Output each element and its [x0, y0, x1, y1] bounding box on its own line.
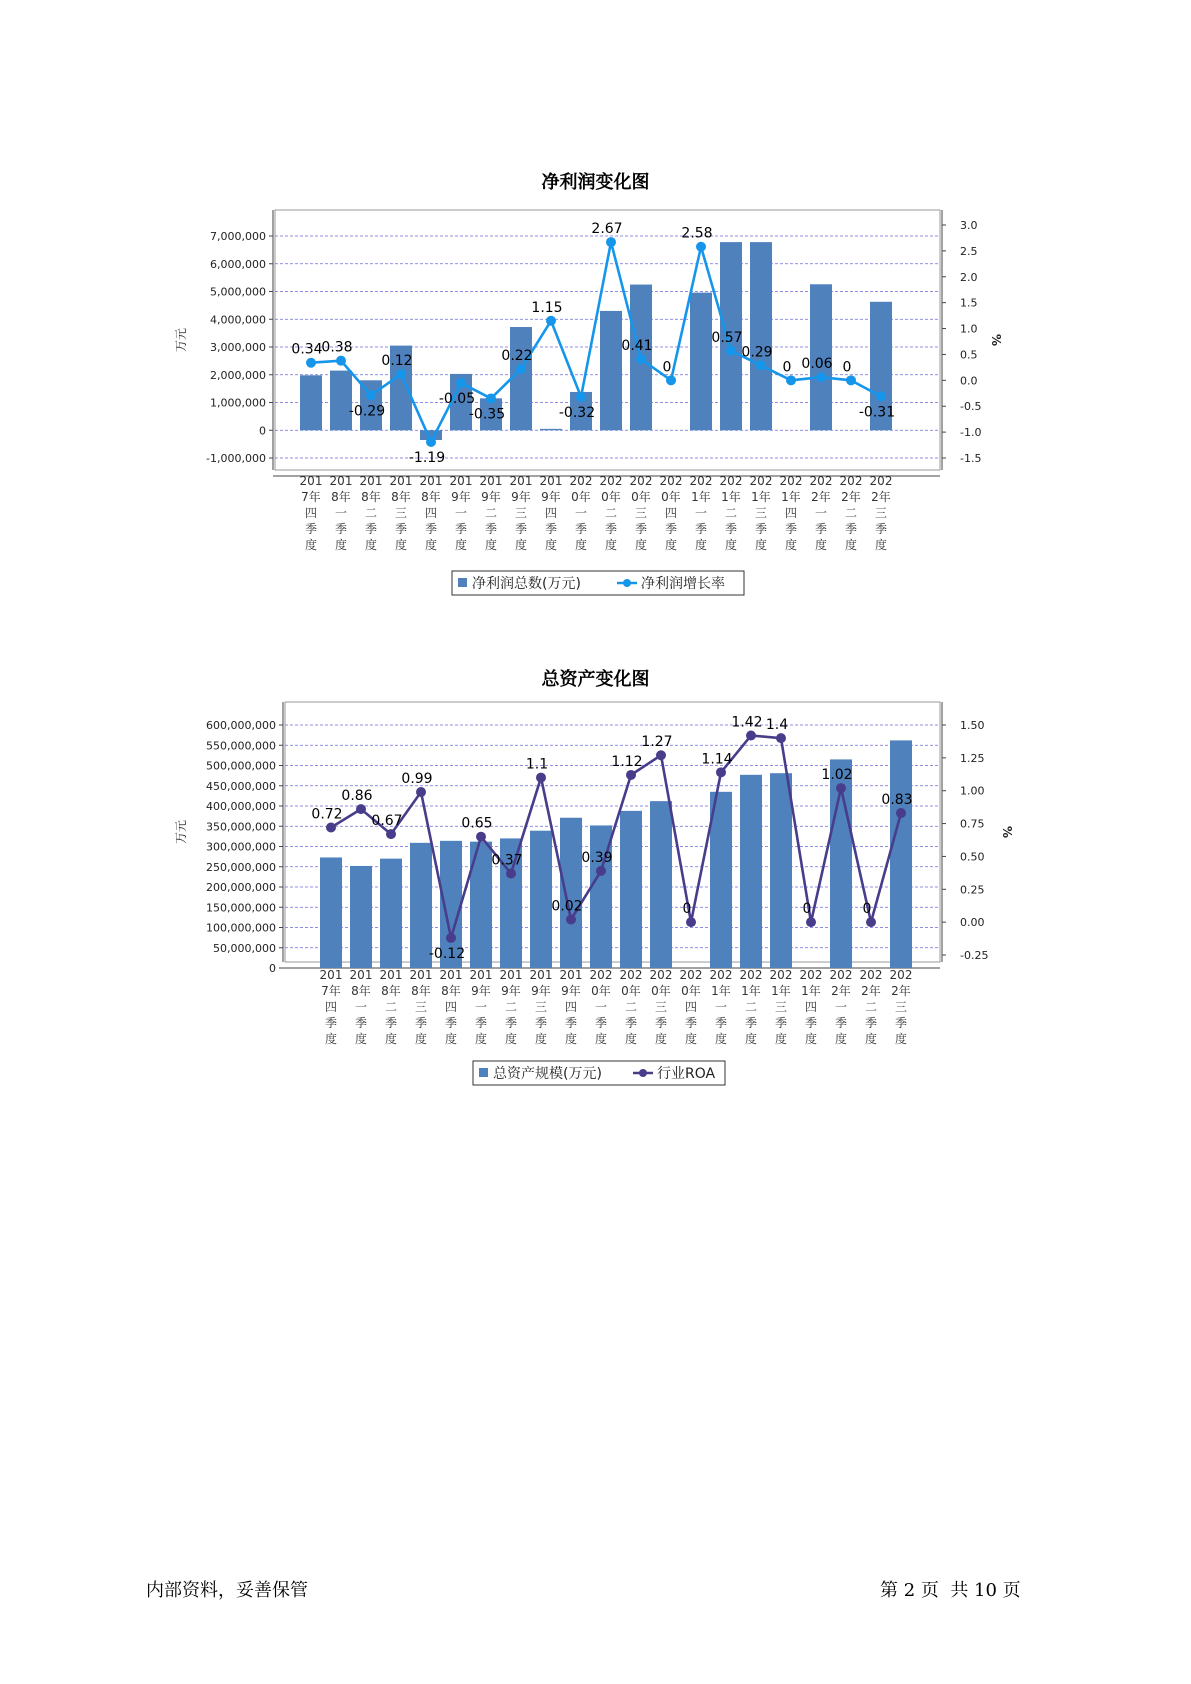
data-label: -0.12: [428, 945, 466, 962]
footer-confidential-note: 内部资料，妥善保管: [146, 1580, 308, 1601]
data-label: 0.29: [741, 344, 773, 361]
line-point: [896, 808, 906, 818]
bar: [350, 866, 372, 968]
chart-title: 总资产变化图: [541, 669, 650, 690]
y2-tick-label: 2.0: [960, 270, 978, 284]
line-point: [606, 237, 616, 247]
y2-tick-label: 2.5: [960, 244, 978, 258]
data-label: 0: [862, 901, 872, 918]
y2-tick-label: 1.25: [960, 751, 985, 765]
legend-bar-swatch: [458, 578, 467, 587]
x-tick-label: 201 9年一季度: [469, 968, 493, 1046]
data-label: 0.02: [551, 898, 583, 915]
x-tick-label: 202 2年一季度: [809, 474, 833, 552]
x-tick-label: 201 9年四季度: [539, 474, 563, 552]
bar: [690, 293, 712, 431]
x-tick-label: 201 9年三季度: [509, 474, 533, 552]
bar: [890, 740, 912, 968]
footer-page-number: 第 2 页 共 10 页: [880, 1580, 1021, 1601]
x-tick-label: 201 7年四季度: [299, 474, 323, 552]
line-point: [876, 391, 886, 401]
y-tick-label: 4,000,000: [210, 313, 266, 327]
data-label: -0.05: [438, 390, 476, 407]
y-axis-title: 万元: [174, 327, 188, 353]
data-label: 1.14: [701, 751, 733, 768]
legend-line-marker: [623, 579, 631, 587]
bar: [740, 775, 762, 968]
x-tick-label: 202 2年二季度: [839, 474, 863, 552]
line-point: [566, 915, 576, 925]
data-label: 0.83: [881, 792, 913, 809]
y2-tick-label: -0.25: [960, 949, 989, 962]
y-tick-label: 0: [269, 962, 276, 975]
x-tick-label: 201 8年三季度: [409, 968, 433, 1046]
y-tick-label: 50,000,000: [213, 941, 276, 955]
x-tick-label: 202 2年三季度: [889, 968, 913, 1046]
x-tick-label: 201 9年二季度: [479, 474, 503, 552]
bar: [330, 371, 352, 431]
bar: [300, 375, 322, 430]
y-tick-label: 250,000,000: [206, 860, 276, 874]
data-label: 0.86: [341, 788, 373, 805]
data-label: 0.65: [461, 815, 493, 832]
y-tick-label: 200,000,000: [206, 881, 276, 894]
x-tick-label: 202 1年四季度: [799, 968, 823, 1046]
x-tick-label: 202 2年一季度: [829, 968, 853, 1046]
y2-tick-label: 3.0: [960, 219, 978, 232]
line-point: [306, 358, 316, 368]
line-point: [506, 869, 516, 879]
x-tick-label: 201 9年二季度: [499, 968, 523, 1046]
y2-axis-title: %: [989, 333, 1003, 347]
y2-tick-label: 1.5: [960, 296, 978, 310]
y2-tick-label: 1.50: [960, 719, 985, 732]
line-point: [416, 787, 426, 797]
bar: [620, 811, 642, 968]
total-assets-chart: [0, 657, 1191, 1127]
y2-tick-label: -0.5: [960, 400, 982, 414]
data-label: 0.34: [291, 341, 323, 358]
data-label: 0.72: [311, 806, 343, 823]
x-tick-label: 202 1年一季度: [689, 474, 713, 552]
data-label: 0.37: [491, 852, 523, 869]
y-tick-label: 500,000,000: [206, 759, 276, 773]
y-tick-label: 100,000,000: [206, 921, 276, 935]
bar: [650, 801, 672, 968]
y-tick-label: 400,000,000: [206, 800, 276, 813]
legend: [473, 1061, 725, 1085]
data-label: 1.15: [531, 299, 563, 316]
line-point: [446, 933, 456, 943]
data-label: 0.41: [621, 338, 653, 355]
y-tick-label: 6,000,000: [210, 257, 266, 271]
line-point: [806, 917, 816, 927]
x-tick-label: 202 0年二季度: [599, 474, 623, 552]
line-point: [836, 783, 846, 793]
line-point: [576, 392, 586, 402]
line-point: [866, 917, 876, 927]
bar: [320, 857, 342, 968]
data-label: 1.12: [611, 753, 643, 770]
y-tick-label: -1,000,000: [206, 452, 266, 465]
x-tick-label: 202 2年三季度: [869, 474, 893, 552]
data-label: -0.35: [468, 406, 506, 423]
data-label: 0.67: [371, 813, 403, 830]
x-tick-label: 202 0年三季度: [649, 968, 673, 1046]
line-point: [426, 437, 436, 447]
legend: [452, 571, 744, 595]
line-point: [396, 369, 406, 379]
y2-tick-label: 0.00: [960, 916, 985, 930]
x-tick-label: 201 9年三季度: [529, 968, 553, 1046]
data-label: 1.02: [821, 767, 853, 784]
y-tick-label: 550,000,000: [206, 739, 276, 753]
legend-bar-swatch: [479, 1068, 488, 1077]
data-label: 1.27: [641, 734, 673, 751]
data-label: 0.06: [801, 356, 833, 373]
data-label: -1.19: [408, 449, 446, 466]
data-label: 1.42: [731, 714, 763, 731]
line-point: [546, 316, 556, 326]
y2-tick-label: 0.50: [960, 850, 985, 864]
data-label: -0.31: [858, 404, 896, 421]
y-tick-label: 1,000,000: [210, 396, 266, 410]
bar: [560, 818, 582, 968]
net-profit-chart-svg: [0, 160, 1191, 620]
line-point: [786, 375, 796, 385]
x-tick-label: 201 7年四季度: [319, 968, 343, 1046]
y-tick-label: 5,000,000: [210, 285, 266, 299]
line-point: [636, 354, 646, 364]
line-point: [366, 390, 376, 400]
data-label: 0.12: [381, 353, 413, 370]
x-tick-label: 202 1年三季度: [769, 968, 793, 1046]
y-axis-title: 万元: [174, 819, 188, 845]
y2-tick-label: 0.0: [960, 374, 978, 388]
x-tick-label: 202 0年四季度: [659, 474, 683, 552]
y2-tick-label: 0.25: [960, 883, 985, 897]
data-label: 0.39: [581, 849, 613, 866]
data-label: 0.57: [711, 329, 743, 346]
y-tick-label: 0: [259, 424, 266, 438]
bar: [770, 773, 792, 968]
y-tick-label: 2,000,000: [210, 368, 266, 382]
y2-tick-label: 1.00: [960, 784, 985, 798]
y2-tick-label: -1.0: [960, 426, 982, 440]
line-point: [686, 917, 696, 927]
x-tick-label: 201 8年四季度: [419, 474, 443, 552]
legend-line-label: 行业ROA: [657, 1066, 716, 1082]
y2-axis-title: %: [1000, 825, 1014, 839]
x-tick-label: 202 1年二季度: [719, 474, 743, 552]
bar: [510, 327, 532, 430]
bar: [530, 831, 552, 968]
x-tick-label: 202 0年三季度: [629, 474, 653, 552]
legend-bar-label: 总资产规模(万元): [493, 1066, 602, 1082]
y-tick-label: 300,000,000: [206, 840, 276, 854]
y-tick-label: 600,000,000: [206, 719, 276, 732]
data-label: 0.99: [401, 771, 433, 788]
y-tick-label: 7,000,000: [210, 230, 266, 243]
line-point: [746, 731, 756, 741]
bar: [750, 242, 772, 430]
line-point: [666, 375, 676, 385]
x-tick-label: 202 0年一季度: [589, 968, 613, 1046]
line-point: [336, 356, 346, 366]
x-tick-label: 201 8年一季度: [329, 474, 353, 552]
line-point: [486, 393, 496, 403]
data-label: 0: [802, 901, 812, 918]
data-label: 1.1: [525, 756, 549, 773]
data-label: 2.67: [591, 221, 623, 238]
x-tick-label: 201 8年二季度: [359, 474, 383, 552]
x-tick-label: 201 9年四季度: [559, 968, 583, 1046]
y2-tick-label: 0.75: [960, 817, 985, 831]
x-tick-label: 201 8年一季度: [349, 968, 373, 1046]
line-point: [596, 866, 606, 876]
net-profit-chart: [0, 160, 1191, 620]
x-tick-label: 201 8年四季度: [439, 968, 463, 1046]
line-point: [756, 360, 766, 370]
line-point: [726, 346, 736, 356]
x-tick-label: 202 0年四季度: [679, 968, 703, 1046]
x-tick-label: 201 8年三季度: [389, 474, 413, 552]
line-point: [696, 242, 706, 252]
y-tick-label: 150,000,000: [206, 901, 276, 915]
data-label: 0: [662, 359, 672, 376]
line-point: [456, 378, 466, 388]
legend-line-marker: [639, 1069, 647, 1077]
x-tick-label: 202 1年四季度: [779, 474, 803, 552]
y2-tick-label: -1.5: [960, 452, 982, 465]
x-tick-label: 202 1年一季度: [709, 968, 733, 1046]
line-point: [846, 375, 856, 385]
x-tick-label: 202 0年二季度: [619, 968, 643, 1046]
line-point: [536, 773, 546, 783]
data-label: 1.4: [765, 717, 789, 734]
data-label: 0.22: [501, 347, 533, 364]
data-label: -0.29: [348, 403, 386, 420]
line-point: [656, 750, 666, 760]
line-point: [776, 733, 786, 743]
x-tick-label: 202 1年三季度: [749, 474, 773, 552]
legend-bar-label: 净利润总数(万元): [472, 576, 581, 592]
data-label: 2.58: [681, 225, 713, 242]
y-tick-label: 3,000,000: [210, 341, 266, 354]
data-label: 0: [842, 359, 852, 376]
line-point: [356, 804, 366, 814]
line-point: [476, 832, 486, 842]
bar: [380, 859, 402, 968]
bar: [540, 429, 562, 430]
line-point: [716, 767, 726, 777]
line-point: [386, 829, 396, 839]
legend-line-label: 净利润增长率: [641, 576, 725, 592]
line-point: [816, 372, 826, 382]
line-point: [626, 770, 636, 780]
x-tick-label: 201 9年一季度: [449, 474, 473, 552]
line-point: [326, 823, 336, 833]
x-tick-label: 202 2年二季度: [859, 968, 883, 1046]
y2-tick-label: 0.5: [960, 348, 978, 362]
x-tick-label: 201 8年二季度: [379, 968, 403, 1046]
data-label: 0: [682, 901, 692, 918]
line-point: [516, 364, 526, 374]
data-label: -0.32: [558, 404, 596, 421]
chart-title: 净利润变化图: [541, 172, 650, 193]
data-label: 0.38: [321, 339, 353, 356]
y-tick-label: 450,000,000: [206, 779, 276, 793]
total-assets-chart-svg: [0, 657, 1191, 1127]
bar: [600, 311, 622, 430]
x-tick-label: 202 0年一季度: [569, 474, 593, 552]
data-label: 0: [782, 359, 792, 376]
y2-tick-label: 1.0: [960, 322, 978, 336]
x-tick-label: 202 1年二季度: [739, 968, 763, 1046]
y-tick-label: 350,000,000: [206, 820, 276, 834]
bar: [710, 792, 732, 968]
